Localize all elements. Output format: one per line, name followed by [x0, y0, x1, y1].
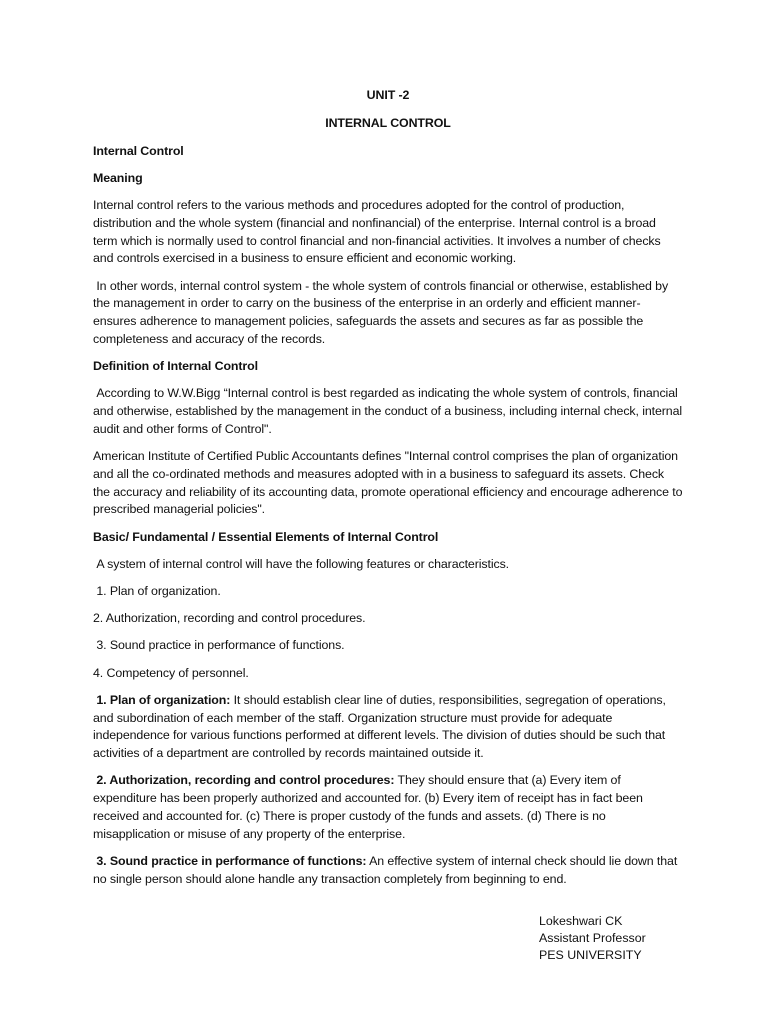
list-item: 1. Plan of organization.: [96, 584, 221, 599]
detail-paragraph-sound-practice: 3. Sound practice in performance of functions: An effective system of internal check should lie down that no single person should alone handle any transaction completely from beginning to end.: [93, 853, 678, 886]
list-item: 2. Authorization, recording and control procedures.: [93, 611, 366, 626]
paragraph-elements-intro: A system of internal control will have the following features or characteristics.: [96, 556, 510, 571]
unit-label: UNIT -2: [366, 88, 410, 102]
paragraph-other-words: In other words, internal control system - the whole system of controls financial or otherwise, established by the management in order to carry on the business of the enterprise in an orderly and efficient manner- ensures adherence to management policies, safeguards the assets and secures as far as possible the completeness and accuracy of the records.: [93, 278, 669, 346]
list-item: 4. Competency of personnel.: [93, 665, 249, 680]
author-institution: PES UNIVERSITY: [539, 948, 642, 962]
section-heading-internal-control: Internal Control: [93, 143, 184, 158]
list-item: 3. Sound practice in performance of functions.: [96, 638, 345, 653]
document-page: [93, 84, 683, 898]
document-title: INTERNAL CONTROL: [325, 115, 451, 130]
paragraph-meaning: Internal control refers to the various methods and procedures adopted for the control of production, distribution and the whole system (financial and nonfinancial) of the enterprise. Internal control is a broad term which is normally used to control financial and non-financial activities. It involves a number of checks and controls exercised in a business to ensure efficient and economic working.: [93, 197, 661, 266]
section-subheading-meaning: Meaning: [93, 170, 143, 185]
author-designation: Assistant Professor: [539, 931, 646, 945]
signature-block: [539, 913, 646, 964]
section-heading-elements: Basic/ Fundamental / Essential Elements of Internal Control: [93, 529, 439, 544]
author-name: Lokeshwari CK: [539, 914, 623, 928]
detail-label: 1. Plan of organization:: [96, 692, 231, 707]
paragraph-aicpa-definition: American Institute of Certified Public Accountants defines "Internal control comprises the plan of organization and all the co-ordinated methods and measures adopted with in a business to safeguard its assets. Check the accuracy and reliability of its accounting data, promote operational efficiency and encourage adherence to prescribed managerial policies".: [93, 449, 683, 517]
detail-label: 2. Authorization, recording and control procedures:: [96, 773, 395, 788]
detail-paragraph-authorization: 2. Authorization, recording and control procedures: They should ensure that (a) Every item of expenditure has been properly authorized and accounted for. (b) Every item of receipt has in fact been received and accounted for. (c) There is proper custody of the funds and assets. (d) There is no misapplication or misuse of any property of the enterprise.: [93, 773, 643, 841]
paragraph-bigg-definition: According to W.W.Bigg “Internal control is best regarded as indicating the whole system of controls, financial and otherwise, established by the management in the conduct of a business, including internal check, internal audit and other forms of Control".: [93, 386, 683, 436]
section-heading-definition: Definition of Internal Control: [93, 359, 258, 374]
detail-label: 3. Sound practice in performance of functions:: [96, 853, 367, 868]
detail-paragraph-plan: 1. Plan of organization: It should establish clear line of duties, responsibilities, segregation of operations, and subordination of each member of the staff. Organization structure must provide for adequate independence for various functions performed at different levels. The division of duties should be such that activities of a department are controlled by records maintained outside it.: [93, 692, 666, 761]
